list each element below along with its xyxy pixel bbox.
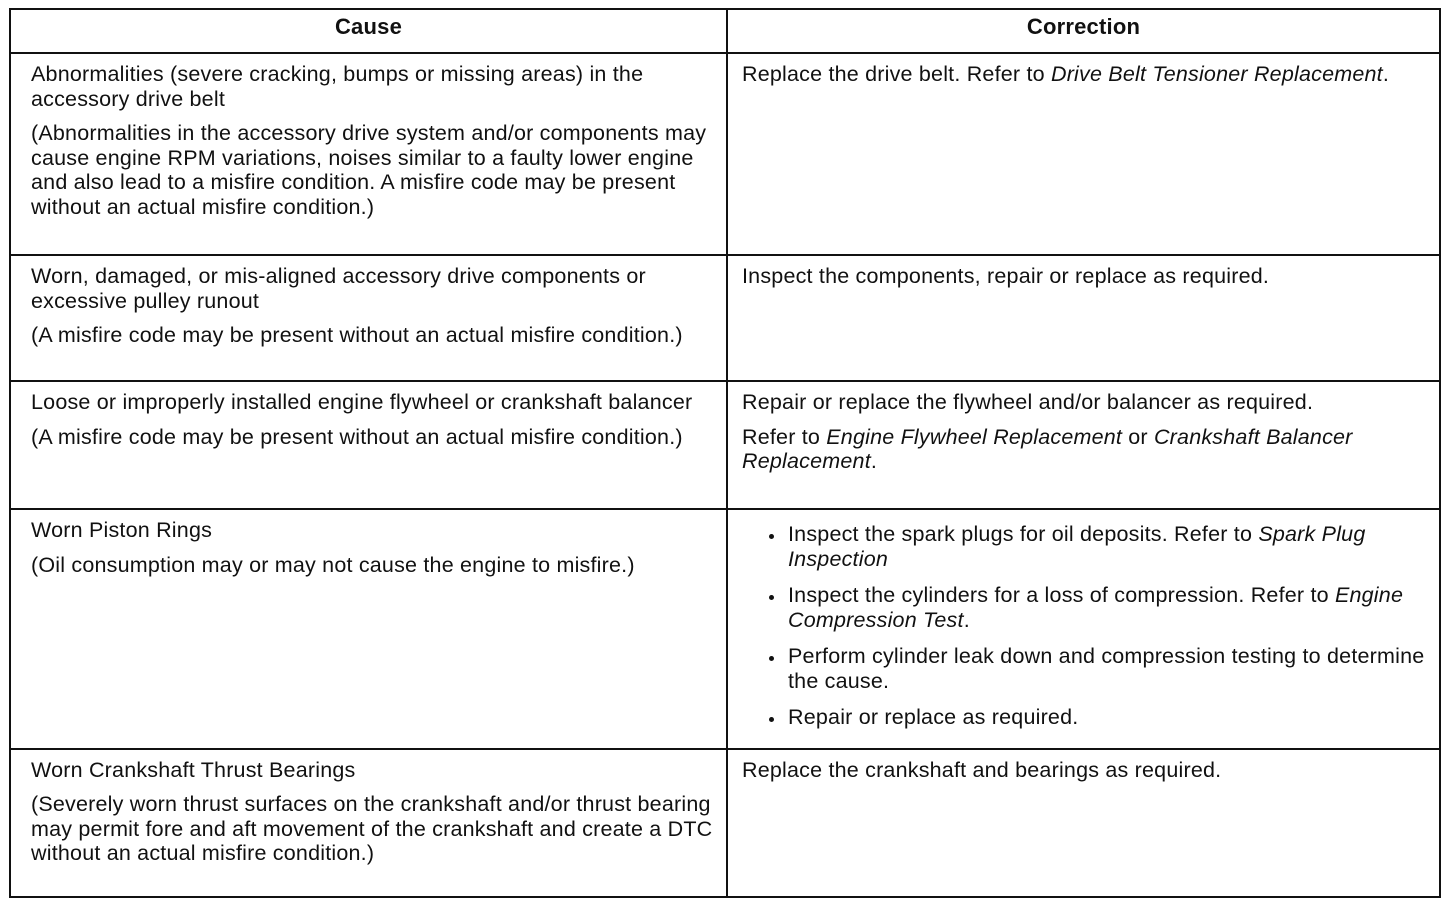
diagnostic-table [9, 8, 1441, 898]
cause-note: (Abnormalities in the accessory drive system and/or components may cause engine RPM variations, noises similar to a faulty lower engine and also lead to a misfire condition. A misfire code may be present without an actual misfire condition.) [31, 121, 707, 219]
cause-note: (Severely worn thrust surfaces on the crankshaft and/or thrust bearing may permit fore and aft movement of the crankshaft and create a DTC without an actual misfire condition.) [31, 792, 713, 865]
correction-lead: Replace the drive belt. Refer to [742, 62, 1051, 86]
cause-text: Worn Piston Rings [31, 518, 213, 542]
bullet-text: Perform cylinder leak down and compression testing to determine the cause. [788, 644, 1425, 693]
cause-note: (Oil consumption may or may not cause the engine to misfire.) [31, 552, 635, 577]
cause-cell [10, 255, 727, 381]
reference-link: Crankshaft Balancer Replacement [742, 424, 1353, 473]
list-item [786, 644, 1427, 693]
correction-conjunction: or [1122, 424, 1154, 449]
table-row [10, 255, 1440, 381]
table-row [10, 53, 1440, 255]
bullet-text: Repair or replace as required. [788, 705, 1079, 729]
correction-text: Replace the crankshaft and bearings as required. [742, 757, 1222, 782]
table-header-row [10, 9, 1440, 53]
cause-cell [10, 381, 727, 509]
cause-text: Abnormalities (severe cracking, bumps or missing areas) in the accessory drive belt [31, 62, 644, 111]
cause-text: Worn, damaged, or mis-aligned accessory drive components or excessive pulley runout [31, 264, 646, 313]
reference-link: Drive Belt Tensioner Replacement [1050, 62, 1383, 86]
cause-note: (A misfire code may be present without an actual misfire condition.) [31, 323, 683, 347]
correction-column-header: Correction [727, 9, 1440, 53]
correction-text: Repair or replace the flywheel and/or balancer as required. [742, 390, 1314, 414]
correction-text [742, 62, 1427, 87]
correction-end: . [870, 449, 878, 473]
correction-text: Inspect the components, repair or replace as required. [742, 264, 1270, 288]
correction-cell [727, 255, 1440, 381]
diagnostic-table-container [9, 8, 1439, 898]
table-row [10, 509, 1440, 749]
bullet-end: . [963, 607, 970, 632]
cause-text: Loose or improperly installed engine flywheel or crankshaft balancer [31, 390, 693, 414]
cause-cell [10, 509, 727, 749]
list-item [786, 583, 1427, 632]
list-item [786, 522, 1427, 571]
table-row [10, 749, 1440, 897]
table-row [10, 381, 1440, 509]
cause-note: (A misfire code may be present without an actual misfire condition.) [31, 424, 683, 449]
cause-text: Worn Crankshaft Thrust Bearings [31, 757, 356, 782]
correction-cell [727, 749, 1440, 897]
cause-cell [10, 749, 727, 897]
bullet-text: Inspect the spark plugs for oil deposits. Refer to [788, 522, 1259, 546]
reference-link: Spark Plug Inspection [788, 522, 1366, 571]
correction-cell [727, 509, 1440, 749]
correction-cell [727, 381, 1440, 509]
correction-reference [742, 425, 1427, 474]
correction-end: . [1382, 62, 1390, 86]
reference-link: Engine Compression Test [788, 583, 1404, 632]
reference-link: Engine Flywheel Replacement [826, 424, 1123, 449]
correction-cell [727, 53, 1440, 255]
bullet-text: Inspect the cylinders for a loss of compression. Refer to [788, 583, 1335, 607]
correction-lead: Refer to [742, 424, 827, 449]
cause-column-header: Cause [10, 9, 727, 53]
cause-cell [10, 53, 727, 255]
list-item [786, 705, 1427, 730]
correction-bullet-list [742, 522, 1427, 730]
